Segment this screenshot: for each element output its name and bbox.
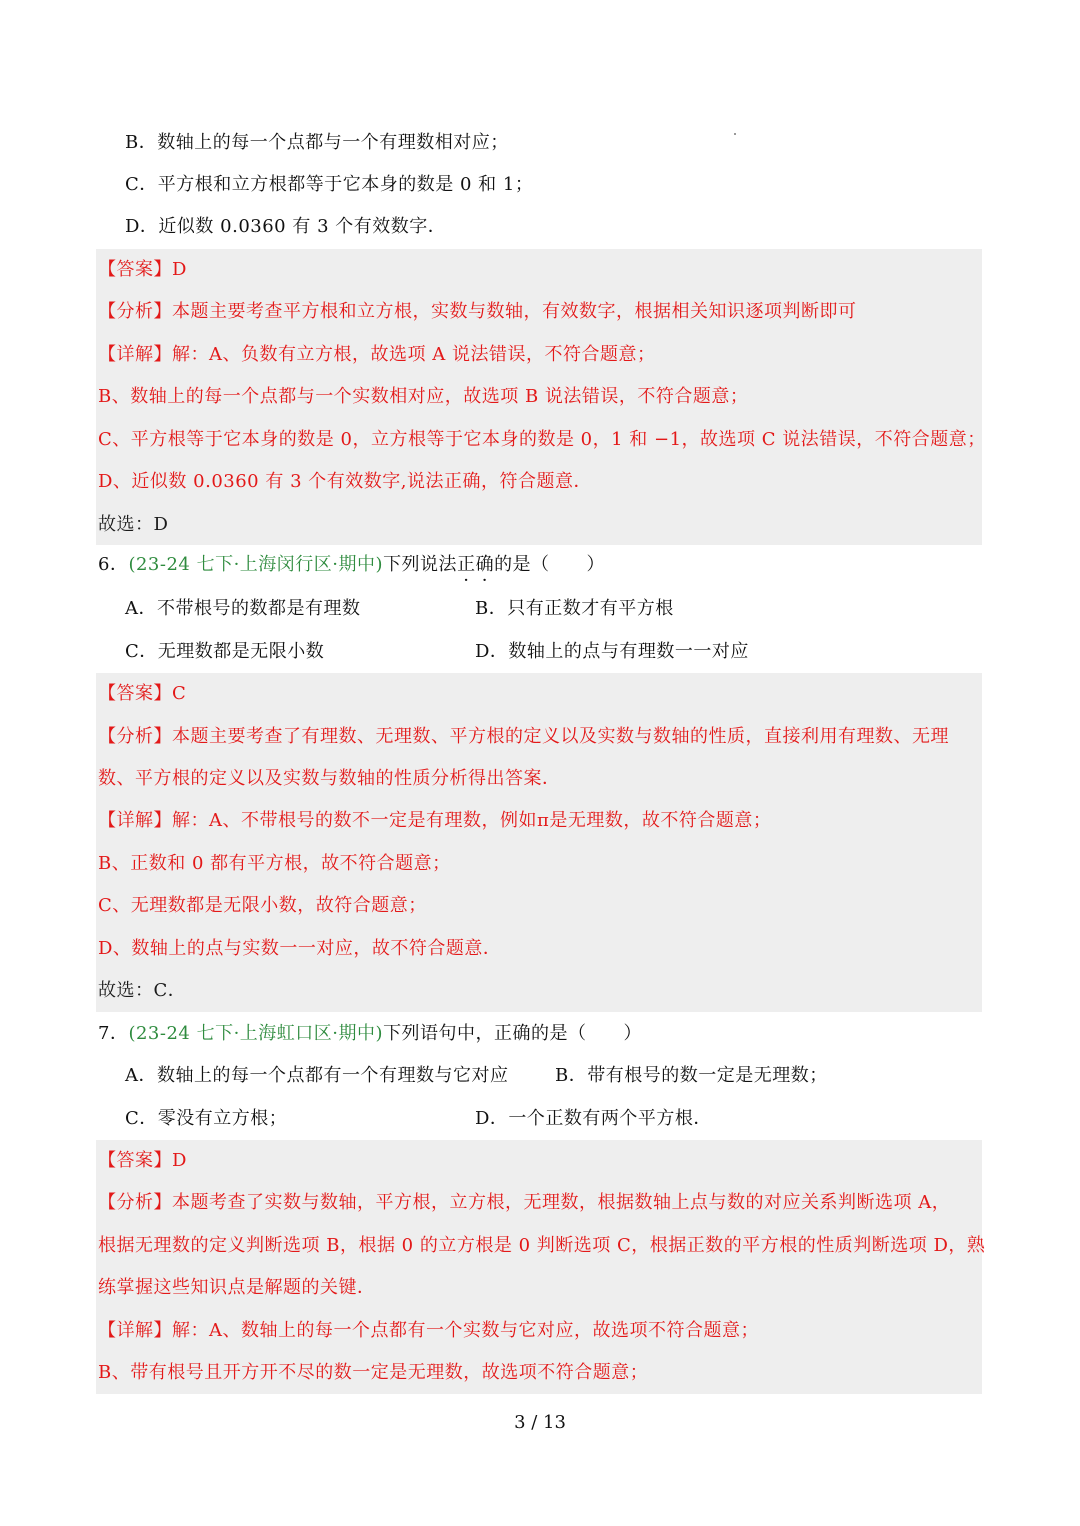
prev-option-b: B．数轴上的每一个点都与一个有理数相对应； xyxy=(125,132,509,153)
detail-text: 解：A、数轴上的每一个点都有一个实数与它对应，故选项不符合题意； xyxy=(172,1320,759,1341)
detail-tag: 【详解】 xyxy=(98,810,172,831)
q7-option-d: D．一个正数有两个平方根． xyxy=(475,1108,712,1129)
answer-tag: 【答案】 xyxy=(98,259,172,280)
prev-analysis-line xyxy=(98,299,857,325)
q6-option-a: A．不带根号的数都是有理数 xyxy=(125,598,361,619)
analysis-tag: 【分析】 xyxy=(98,726,172,747)
q7-detail-line-1 xyxy=(98,1318,759,1344)
q7-option-a: A．数轴上的每一个点都有一个有理数与它对应 xyxy=(125,1065,509,1086)
q6-analysis-line-2: 数、平方根的定义以及实数与数轴的性质分析得出答案． xyxy=(98,768,561,789)
stem-pre: 下列说法 xyxy=(383,554,458,575)
q6-detail-line-4: D、数轴上的点与实数一一对应，故不符合题意． xyxy=(98,938,502,959)
detail-tag: 【详解】 xyxy=(98,344,172,365)
prev-option-d: D．近似数 0.0360 有 3 个有效数字． xyxy=(125,216,447,237)
q6-answer-line xyxy=(98,681,186,707)
analysis-text: 本题主要考查平方根和立方根，实数与数轴，有效数字，根据相关知识逐项判断即可 xyxy=(172,301,857,322)
prev-detail-line-2: B、数轴上的每一个点都与一个实数相对应，故选项 B 说法错误，不符合题意； xyxy=(98,386,749,407)
q6-choice: 故选：C． xyxy=(98,980,187,1001)
analysis-text: 本题考查了实数与数轴，平方根，立方根，无理数，根据数轴上点与数的对应关系判断选项 A， xyxy=(172,1192,951,1213)
answer-value: D xyxy=(172,259,187,280)
q6-stem xyxy=(98,552,605,578)
stray-mark xyxy=(734,133,736,135)
prev-detail-line-1 xyxy=(98,342,655,368)
q7-option-b: B．带有根号的数一定是无理数； xyxy=(555,1065,828,1086)
q7-analysis-line-2: 根据无理数的定义判断选项 B，根据 0 的立方根是 0 判断选项 C，根据正数的平方根的性质判断选项 D，熟 xyxy=(98,1235,986,1256)
page-indicator: 3 / 13 xyxy=(514,1412,566,1433)
stem-post: 的是（ ） xyxy=(494,554,606,575)
q6-option-c: C．无理数都是无限小数 xyxy=(125,641,325,662)
prev-option-c: C．平方根和立方根都等于它本身的数是 0 和 1； xyxy=(125,174,534,195)
prev-detail-line-4: D、近似数 0.0360 有 3 个有效数字,说法正确，符合题意． xyxy=(98,471,592,492)
question-number: 6． xyxy=(98,554,129,575)
q7-detail-line-2: B、带有根号且开方开不尽的数一定是无理数，故选项不符合题意； xyxy=(98,1362,649,1383)
q7-option-c: C．零没有立方根； xyxy=(125,1108,288,1129)
q7-analysis-line-3: 练掌握这些知识点是解题的关键． xyxy=(98,1277,376,1298)
question-source: (23-24 七下·上海闵行区·期中) xyxy=(128,554,384,575)
analysis-tag: 【分析】 xyxy=(98,1192,172,1213)
prev-answer-line xyxy=(98,257,187,283)
emphasis-char-1: 正 xyxy=(457,554,476,575)
prev-detail-line-3: C、平方根等于它本身的数是 0，立方根等于它本身的数是 0，1 和 −1，故选项 C 说法错误，不符合题意； xyxy=(98,429,986,450)
q6-detail-line-2: B、正数和 0 都有平方根，故不符合题意； xyxy=(98,853,451,874)
q6-option-b: B．只有正数才有平方根 xyxy=(475,598,674,619)
q6-answer-block xyxy=(96,673,982,1012)
q7-answer-line xyxy=(98,1148,187,1174)
q7-stem xyxy=(98,1021,642,1047)
prev-choice: 故选：D xyxy=(98,514,169,535)
detail-tag: 【详解】 xyxy=(98,1320,172,1341)
q6-analysis-line-1 xyxy=(98,724,949,750)
analysis-tag: 【分析】 xyxy=(98,301,172,322)
detail-text: 解：A、不带根号的数不一定是有理数，例如π是无理数，故不符合题意； xyxy=(172,810,772,831)
q6-detail-line-3: C、无理数都是无限小数，故符合题意； xyxy=(98,895,427,916)
answer-value: D xyxy=(172,1150,187,1171)
analysis-text: 本题主要考查了有理数、无理数、平方根的定义以及实数与数轴的性质，直接利用有理数、无理 xyxy=(172,726,949,747)
stem-text: 下列语句中，正确的是（ ） xyxy=(383,1023,643,1044)
q6-option-d: D．数轴上的点与有理数一一对应 xyxy=(475,641,749,662)
q7-analysis-line-1 xyxy=(98,1190,950,1216)
question-number: 7． xyxy=(98,1023,129,1044)
answer-tag: 【答案】 xyxy=(98,683,172,704)
detail-text: 解：A、负数有立方根，故选项 A 说法错误，不符合题意； xyxy=(172,344,656,365)
prev-answer-block xyxy=(96,249,986,545)
emphasis-char-2: 确 xyxy=(475,554,495,575)
answer-tag: 【答案】 xyxy=(98,1150,172,1171)
q6-detail-line-1 xyxy=(98,808,771,834)
answer-value: C xyxy=(172,683,187,704)
q7-answer-block xyxy=(96,1140,986,1394)
question-source: (23-24 七下·上海虹口区·期中) xyxy=(128,1023,384,1044)
